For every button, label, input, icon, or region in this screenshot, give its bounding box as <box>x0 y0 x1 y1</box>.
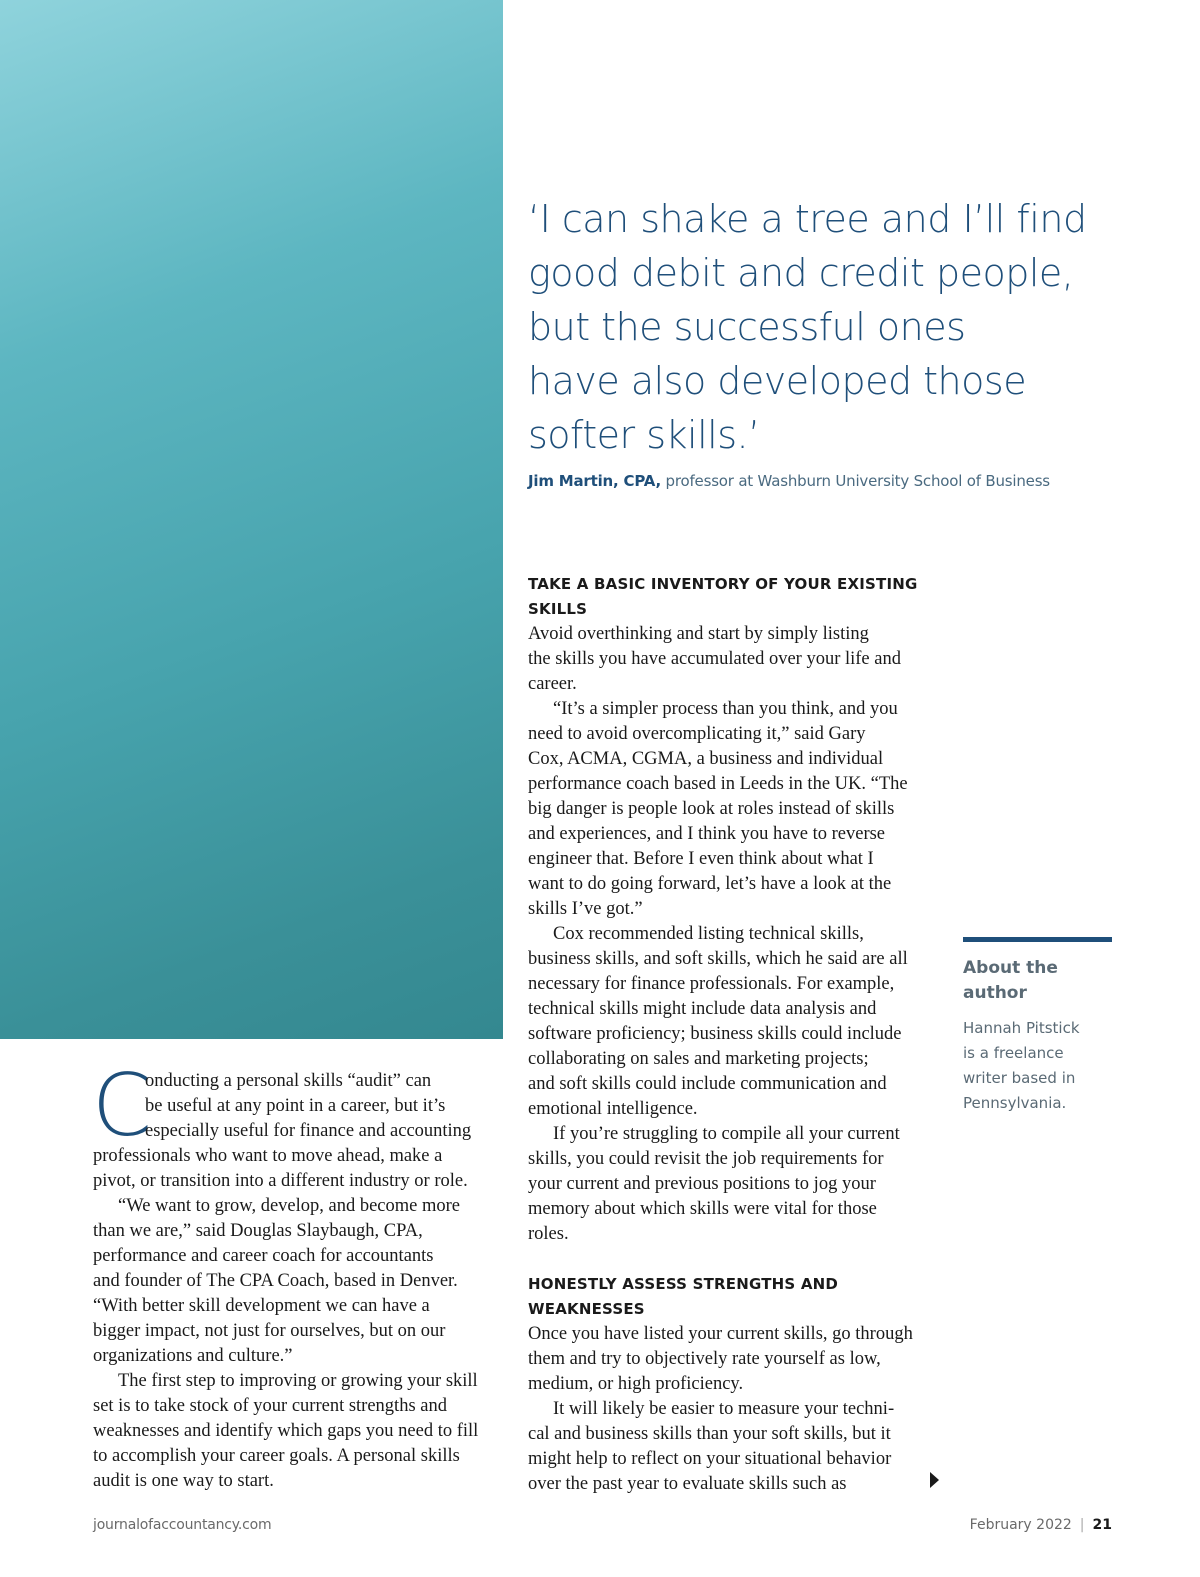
body-line: and founder of The CPA Coach, based in Denver. <box>93 1271 458 1291</box>
section-heading: SKILLS <box>528 600 588 618</box>
body-line: audit is one way to start. <box>93 1471 274 1491</box>
attribution-title: professor at Washburn University School of Business <box>665 472 1050 490</box>
body-line: engineer that. Before I even think about what I <box>528 849 874 869</box>
body-line: than we are,” said Douglas Slaybaugh, CPA, <box>93 1221 423 1241</box>
drop-cap: C <box>92 1056 153 1156</box>
body-line: collaborating on sales and marketing projects; <box>528 1049 869 1069</box>
body-line: “We want to grow, develop, and become more <box>118 1196 461 1216</box>
body-line: Once you have listed your current skills, go through <box>528 1324 913 1344</box>
body-line: and soft skills could include communication and <box>528 1074 887 1094</box>
body-line: weaknesses and identify which gaps you need to fill <box>93 1421 479 1441</box>
body-line: Cox recommended listing technical skills, <box>553 924 864 944</box>
body-line: want to do going forward, let’s have a look at the <box>528 874 892 894</box>
body-line: especially useful for finance and accounting <box>145 1121 472 1141</box>
about-author-line: is a freelance <box>963 1044 1064 1062</box>
body-line: professionals who want to move ahead, make a <box>93 1146 443 1166</box>
pull-quote-line: softer skills.’ <box>528 413 760 457</box>
footer-date: February 2022 <box>969 1517 1072 1533</box>
body-line: set is to take stock of your current strengths and <box>93 1396 447 1416</box>
about-author-box <box>963 937 1112 1116</box>
body-line: The first step to improving or growing your skill <box>118 1371 478 1391</box>
body-line: big danger is people look at roles instead of skills <box>528 799 895 819</box>
body-line: be useful at any point in a career, but it’s <box>145 1096 446 1116</box>
body-line: might help to reflect on your situational behavior <box>528 1449 892 1469</box>
body-line: Avoid overthinking and start by simply listing <box>528 624 869 644</box>
body-line: the skills you have accumulated over your life and <box>528 649 901 669</box>
left-column <box>92 1056 503 1494</box>
body-line: skills, you could revisit the job requirements for <box>528 1149 884 1169</box>
attribution-name: Jim Martin, CPA, <box>528 472 661 490</box>
footer-page-info <box>970 1517 1112 1533</box>
pull-quote <box>528 192 1088 462</box>
footer-website: journalofaccountancy.com <box>93 1517 272 1533</box>
pull-quote-line: ‘I can shake a tree and I’ll find <box>528 197 1087 241</box>
middle-column <box>528 572 938 1497</box>
section-heading: HONESTLY ASSESS STRENGTHS AND <box>528 1275 839 1293</box>
body-line: them and try to objectively rate yourself as low, <box>528 1349 881 1369</box>
pull-quote-line: but the successful ones <box>528 305 966 349</box>
body-line: pivot, or transition into a different industry or role. <box>93 1171 468 1191</box>
about-author-title: About the <box>963 958 1058 978</box>
section-heading: WEAKNESSES <box>528 1300 645 1318</box>
about-author-body <box>963 1016 1112 1116</box>
body-line: “With better skill development we can have a <box>93 1296 430 1316</box>
body-line: cal and business skills than your soft skills, but it <box>528 1424 891 1444</box>
pull-quote-line: good debit and credit people, <box>528 251 1074 295</box>
body-line: organizations and culture.” <box>93 1346 293 1366</box>
body-line: It will likely be easier to measure your techni- <box>553 1399 895 1419</box>
about-author-line: Hannah Pitstick <box>963 1019 1080 1037</box>
about-author-line: Pennsylvania. <box>963 1094 1067 1112</box>
quote-attribution <box>528 472 1050 490</box>
section-heading: TAKE A BASIC INVENTORY OF YOUR EXISTING <box>528 575 918 593</box>
body-line: emotional intelligence. <box>528 1099 698 1119</box>
hero-image <box>0 0 503 1039</box>
body-line: onducting a personal skills “audit” can <box>145 1071 432 1091</box>
body-line: and experiences, and I think you have to reverse <box>528 824 886 844</box>
body-line: Cox, ACMA, CGMA, a business and individual <box>528 749 884 769</box>
about-author-line: writer based in <box>963 1069 1076 1087</box>
body-line: need to avoid overcomplicating it,” said Gary <box>528 724 866 744</box>
body-line: necessary for finance professionals. For example, <box>528 974 895 994</box>
body-line: performance and career coach for accountants <box>93 1246 434 1266</box>
body-line: memory about which skills were vital for those <box>528 1199 877 1219</box>
body-line: skills I’ve got.” <box>528 899 643 919</box>
body-line: roles. <box>528 1224 569 1244</box>
footer-separator: | <box>1079 1517 1085 1533</box>
body-line: over the past year to evaluate skills such as <box>528 1474 847 1494</box>
body-line: career. <box>528 674 577 694</box>
body-line: medium, or high proficiency. <box>528 1374 744 1394</box>
pull-quote-line: have also developed those <box>528 359 1027 403</box>
section-gap <box>528 1247 938 1272</box>
continue-arrow-icon <box>930 1472 939 1488</box>
body-line: “It’s a simpler process than you think, and you <box>553 699 898 719</box>
body-line: your current and previous positions to jog your <box>528 1174 876 1194</box>
body-line: software proficiency; business skills could include <box>528 1024 902 1044</box>
page-number: 21 <box>1092 1517 1112 1533</box>
body-line: If you’re struggling to compile all your current <box>553 1124 900 1144</box>
body-line: performance coach based in Leeds in the UK. “The <box>528 774 908 794</box>
body-line: technical skills might include data analysis and <box>528 999 877 1019</box>
body-line: bigger impact, not just for ourselves, but on our <box>93 1321 446 1341</box>
about-author-title: author <box>963 983 1027 1003</box>
body-line: to accomplish your career goals. A personal skills <box>93 1446 460 1466</box>
body-line: business skills, and soft skills, which he said are all <box>528 949 908 969</box>
